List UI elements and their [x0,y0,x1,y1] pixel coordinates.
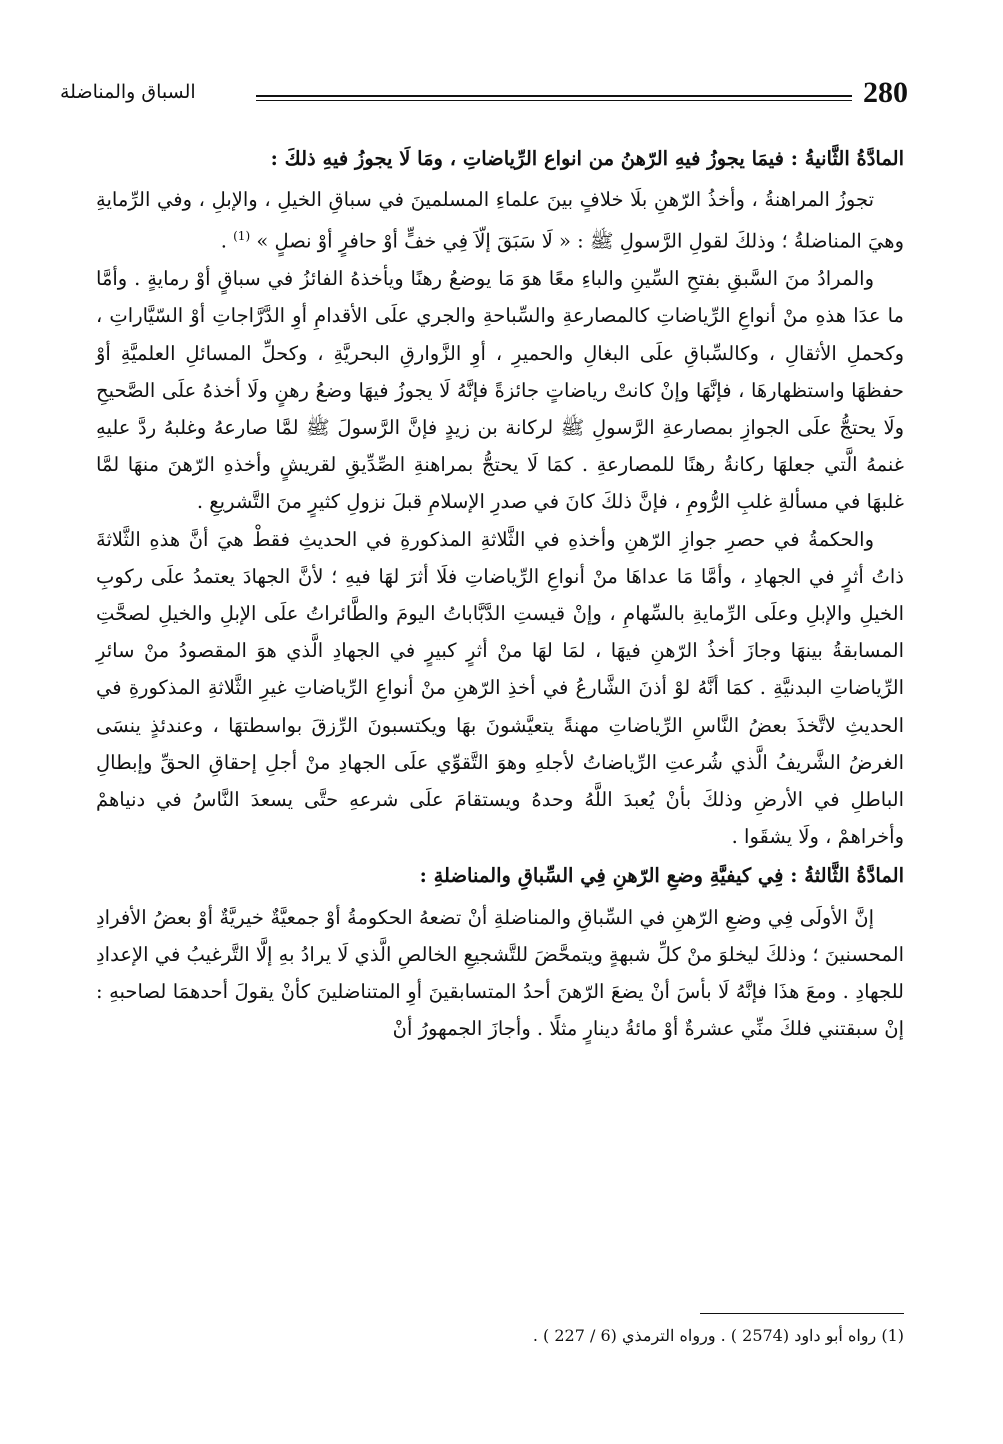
paragraph-text: تجوزُ المراهنةُ ، وأخذُ الرّهنِ بلَا خلافٍ بينَ علماءِ المسلمينَ في سباقِ الخيلِ ، والإبلِ ، وفي الرِّمايةِ وهيَ المناضلةُ ؛ وذلكَ لقولِ الرَّسولِ ﷺ : « لَا سَبَقَ إلّاَ فِي خفٍّ أوْ حافرٍ أوْ نصلٍ » [96,188,904,253]
page-number: 280 [863,76,908,109]
running-title: السباق والمناضلة [60,81,196,103]
header-rule-thin [256,100,852,101]
paragraph: والمرادُ منَ السَّبقِ بفتحِ السِّينِ والباءِ معًا هوَ مَا يوضعُ رهنًا ويأخذهُ الفائزُ في سباقٍ أوْ رمايةٍ . وأمَّا ما عدَا هذهِ منْ أنواعِ الرِّياضاتِ كالمصارعةِ والسِّباحةِ والجري علَى الأقدامِ أوِ الدَّرَّاجاتِ أوْ السّيَّاراتِ ، وكحملِ الأثقالِ ، وكالسِّباقِ علَى البغالِ والحميرِ ، أوِ الزَّوارقِ البحريَّةِ ، وكحلِّ المسائلِ العلميَّةِ أوْ حفظهَا واستظهارهَا ، فإنَّهَا وإنْ كانتْ رياضاتٍ جائزةً فإنَّهُ لَا يجوزُ فيهَا وضعُ رهنٍ ولَا أخذهُ علَى الصَّحيحِ ولَا يحتجُّ علَى الجوازِ بمصارعةِ الرَّسولِ ﷺ لركانة بن زيدٍ فإنَّ الرَّسولَ ﷺ لمَّا صارعهُ وغلبهُ ردَّ عليهِ غنمهُ الَّتي جعلهَا ركانةُ رهنًا للمصارعةِ . كمَا لَا يحتجُّ بمراهنةِ الصِّدِّيقِ لقريشٍ وأخذهِ الرّهنَ منهَا لمَّا غلبهَا في مسألةِ غلبِ الرُّومِ ، فإنَّ ذلكَ كانَ في صدرِ الإسلامِ قبلَ نزولِ كثيرٍ منَ التَّشريعِ . [96,267,904,514]
section-heading: المادَّةُ الثَّالثةُ : فِي كيفيَّةِ وضعِ الرّهنِ فِي السِّباقِ والمناضلةِ : [419,864,904,888]
section-heading: المادَّةُ الثَّانيةُ : فيمَا يجوزُ فيهِ الرّهنُ من انواع الرِّياضاتِ ، ومَا لَا يجوزُ فيهِ ذلكَ : [270,147,904,170]
page-header [60,78,908,118]
header-rule [256,95,852,97]
footnote-reference: (1) [233,229,251,244]
footnote-divider [700,1313,904,1314]
paragraph-end: . [220,229,234,253]
footnote: (1) رواه أبو داود (2574 ) . ورواه الترمذي (6 / 227 ) . [532,1326,904,1345]
paragraph: إنَّ الأولَى فِي وضعِ الرّهنِ في السِّباقِ والمناضلةِ أنْ تضعهُ الحكومةُ أوْ جمعيَّةٌ خيريَّةٌ أوْ بعضُ الأفرادِ المحسنينَ ؛ وذلكَ ليخلوَ منْ كلِّ شبهةٍ ويتمحَّضَ للتَّشجيعِ الخالصِ الَّذي لَا يرادُ بهِ إلَّا التَّرغيبُ في الإعدادِ للجهادِ . ومعَ هذَا فإنَّهُ لَا بأسَ أنْ يضعَ الرّهنَ أحدُ المتسابقينَ أوِ المتناضلينَ كأنْ يقولَ أحدهمَا لصاحبهِ : إنْ سبقتني فلكَ منِّي عشرةٌ أوْ مائةُ دينارٍ مثلًا . وأجازَ الجمهورُ أنْ [96,905,904,1041]
paragraph [96,181,904,260]
main-text [96,138,904,1047]
paragraph: والحكمةُ في حصرِ جوازِ الرّهنِ وأخذهِ في الثَّلاثةِ المذكورةِ في الحديثِ فقطْ هيَ أنَّ هذهِ الثَّلاثةَ ذاتُ أثرٍ في الجهادِ ، وأمَّا مَا عداهَا منْ أنواعِ الرِّياضاتِ فلَا أثرَ لهَا فيهِ ؛ لأنَّ الجهادَ يعتمدُ علَى ركوبِ الخيلِ والإبلِ وعلَى الرِّمايةِ بالسِّهامِ ، وإنْ قيستِ الدَّبَّاباتُ اليومَ والطَّائراتُ علَى الإبلِ والخيلِ لصحَّتِ المسابقةُ بينهَا وجازَ أخذُ الرّهنِ فيهَا ، لمَا لهَا منْ أثرٍ كبيرٍ في الجهادِ الَّذي هوَ المقصودُ منْ سائرِ الرِّياضاتِ البدنيَّةِ . كمَا أنَّهُ لوْ أذنَ الشَّارعُ في أخذِ الرّهنِ منْ أنواعِ الرِّياضاتِ غيرِ الثَّلاثةِ المذكورةِ في الحديثِ لاتَّخذَ بعضُ النَّاسِ الرِّياضاتِ مهنةً يتعيَّشونَ بهَا ويكتسبونَ الرِّزقَ بواسطتهَا ، وعندئذٍ ينسَى الغرضُ الشَّريفُ الَّذي شُرعتِ الرِّياضاتُ لأجلهِ وهوَ التَّقوِّي علَى الجهادِ منْ أجلِ إحقاقِ الحقِّ وإبطالِ الباطلِ في الأرضِ وذلكَ بأنْ يُعبدَ اللَّهُ وحدهُ ويستقامَ علَى شرعهِ حتَّى يسعدَ النَّاسُ في دنياهمْ وأخراهمْ ، ولَا يشقَوا . [96,527,904,849]
